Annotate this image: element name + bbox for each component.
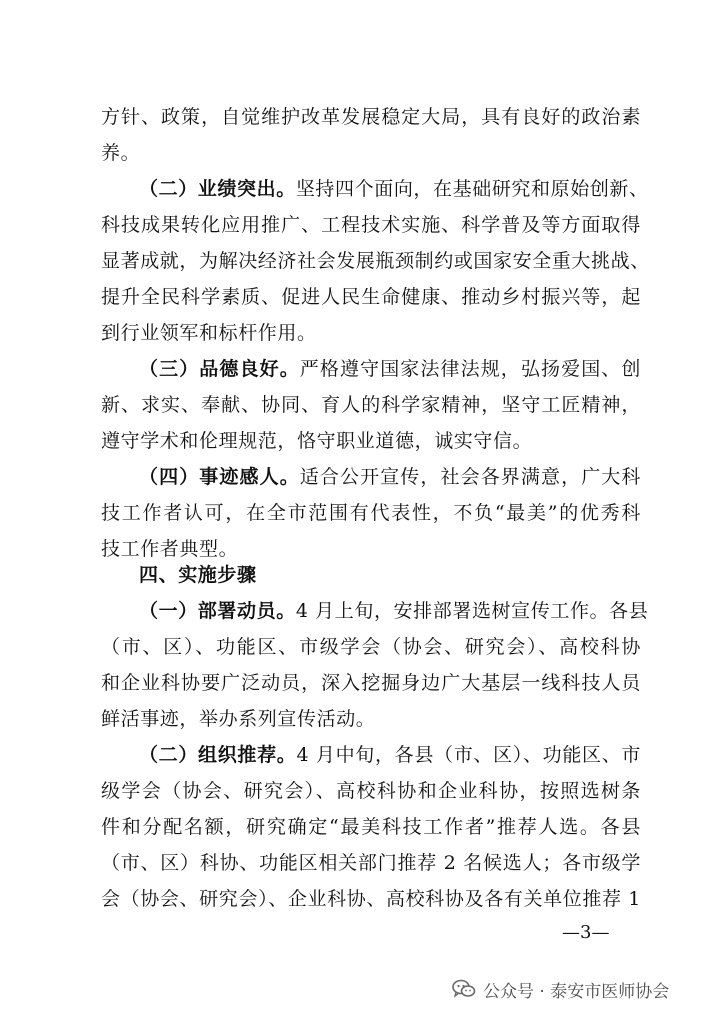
text-line: 提升全民科学素质、促进人民生命健康、推动乡村振兴等，起 [101, 286, 641, 308]
text-line: 到行业领军和标杆作用。 [101, 322, 317, 344]
text-line: 级学会（协会、研究会）、高校科协和企业科协，按照选树条 [101, 780, 641, 802]
paragraph-heading: （二）业绩突出。 [139, 178, 296, 200]
paragraph-heading: （四）事迹感人。 [139, 466, 300, 488]
paragraph-first-line: （三）品德良好。严格遵守国家法律法规，弘扬爱国、创 [139, 358, 641, 380]
watermark-text: 公众号 · 泰安市医师协会 [483, 981, 670, 1002]
text-line: （市、区）、功能区、市级学会（协会、研究会）、高校科协 [101, 636, 641, 658]
page-number: —3— [562, 922, 610, 943]
text-line: （市、区）科协、功能区相关部门推荐 2 名候选人；各市级学 [101, 852, 641, 874]
paragraph-heading: （三）品德良好。 [139, 358, 300, 380]
section-heading: 四、实施步骤 [139, 564, 257, 586]
text-line: 鲜活事迹，举办系列宣传活动。 [101, 708, 376, 730]
text-line: 方针、政策，自觉维护改革发展稳定大局，具有良好的政治素 [101, 106, 641, 128]
text-line: 和企业科协要广泛动员，深入挖掘身边广大基层一线科技人员 [101, 672, 641, 694]
text-line: 遵守学术和伦理规范，恪守职业道德，诚实守信。 [101, 430, 533, 452]
paragraph-heading: （一）部署动员。 [139, 600, 296, 622]
paragraph-heading: （二）组织推荐。 [139, 744, 297, 766]
text-line: 科技成果转化应用推广、工程技术实施、科学普及等方面取得 [101, 214, 641, 236]
text-line: 技工作者典型。 [101, 538, 239, 560]
watermark [452, 975, 669, 1003]
text-line: 件和分配名额，研究确定“最美科技工作者”推荐人选。各县 [101, 816, 641, 838]
text-line: 养。 [101, 142, 141, 164]
wechat-icon [452, 978, 476, 1000]
text-line: 新、求实、奉献、协同、育人的科学家精神，坚守工匠精神， [101, 394, 641, 416]
paragraph-first-line: （四）事迹感人。适合公开宣传，社会各界满意，广大科 [139, 466, 641, 488]
paragraph-first-line: （二）业绩突出。坚持四个面向，在基础研究和原始创新、 [139, 178, 649, 200]
text-line: 会（协会、研究会）、企业科协、高校科协及各有关单位推荐 1 [101, 888, 641, 910]
paragraph-first-line: （一）部署动员。4 月上旬，安排部署选树宣传工作。各县 [139, 600, 649, 622]
text-line: 技工作者认可，在全市范围有代表性，不负“最美”的优秀科 [101, 502, 641, 524]
paragraph-first-line: （二）组织推荐。4 月中旬，各县（市、区）、功能区、市 [139, 744, 641, 766]
text-line: 显著成就，为解决经济社会发展瓶颈制约或国家安全重大挑战、 [101, 250, 650, 272]
